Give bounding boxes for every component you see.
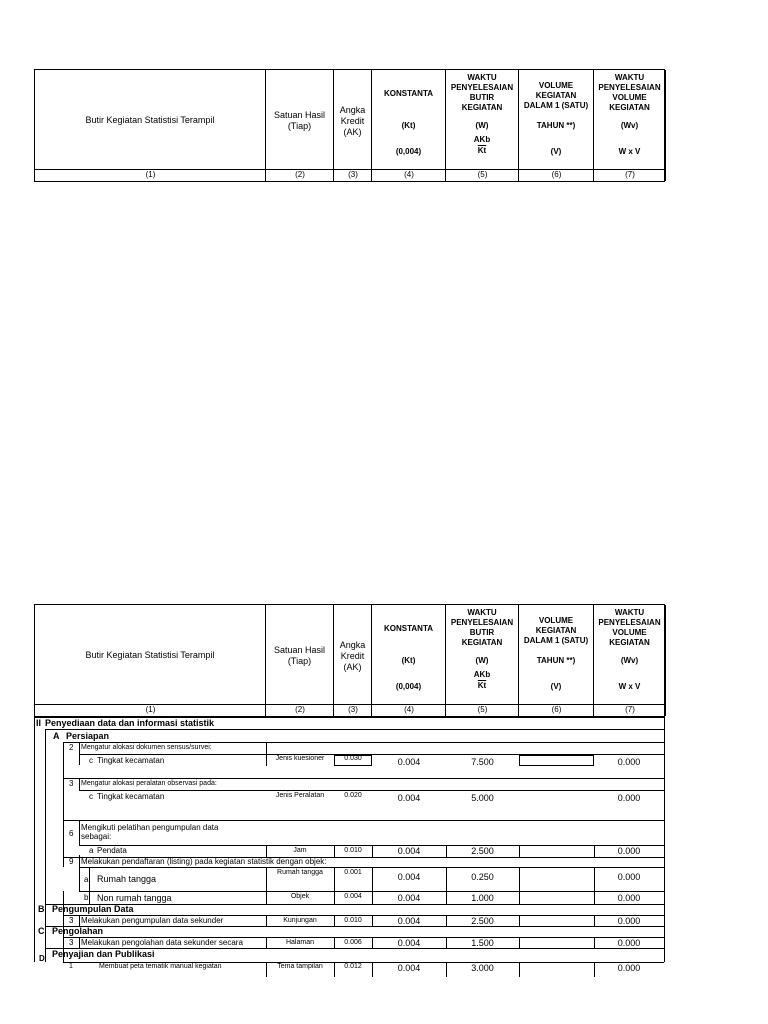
- item-a9a-unit: Rumah tangga: [277, 869, 323, 876]
- col-number-7: (7): [625, 705, 635, 714]
- item-a6-text-line2: sebagai:: [81, 832, 112, 841]
- header-col-2-line1: Satuan Hasil: [273, 110, 326, 120]
- header-col-5-line2: PENYELESAIAN: [450, 83, 514, 92]
- item-a6a-w: 2.500: [471, 846, 494, 856]
- item-c3-wv: 0.000: [617, 938, 641, 948]
- header-col-5-line4: KEGIATAN: [461, 638, 503, 647]
- item-d1-ak: 0.012: [344, 963, 362, 970]
- item-b3-text: Melakukan pengumpulan data sekunder: [81, 916, 224, 925]
- subsection-row-a: [45, 729, 664, 743]
- header-col-5-fraction-top: AKb: [473, 135, 491, 144]
- item-a9b-w: 1.000: [471, 893, 494, 903]
- item-a3c-unit: Jenis Peralatan: [275, 792, 325, 799]
- item-d1-kt: 0.004: [397, 963, 421, 973]
- item-a2c-wv: 0.000: [617, 757, 641, 767]
- item-a6a-unit: Jam: [293, 847, 307, 854]
- table-body: [34, 717, 665, 973]
- header-col-7-line3: VOLUME: [612, 628, 647, 637]
- item-a9b-wv: 0.000: [617, 893, 641, 903]
- subsection-a-letter: A: [53, 731, 60, 741]
- item-b3-ak: 0.010: [344, 917, 362, 924]
- subsection-c-letter: C: [38, 926, 45, 936]
- divider: [79, 821, 80, 846]
- item-a3c-ak: 0.020: [344, 792, 362, 799]
- col-number-5: (5): [477, 705, 488, 714]
- item-b3-w: 2.500: [471, 916, 494, 926]
- header-col-5-line5: (W): [475, 121, 489, 130]
- item-row-a2c: [79, 754, 664, 779]
- header-col-1: [35, 70, 266, 181]
- item-c3-w: 1.500: [471, 938, 494, 948]
- item-row-d1: [63, 962, 664, 977]
- section-title: Penyediaan data dan informasi statistik: [45, 718, 215, 728]
- item-row-a9b: [79, 891, 664, 905]
- header-col-5-line3: BUTIR: [469, 93, 495, 102]
- header-col-6-line1: VOLUME: [538, 616, 574, 625]
- header-col-3: [334, 70, 372, 181]
- item-a3-no: 3: [69, 779, 74, 788]
- item-row-a9a: [79, 867, 664, 892]
- cell-border: [519, 755, 594, 766]
- col-number-6: (6): [551, 705, 562, 714]
- item-a6a-text: Pendata: [97, 846, 127, 855]
- header-col-5-line3: BUTIR: [469, 628, 495, 637]
- header-col-7-line4: KEGIATAN: [609, 638, 650, 647]
- header-col-5: [446, 70, 519, 181]
- header-col-6-line2: KEGIATAN: [535, 626, 577, 635]
- item-a9b-unit: Objek: [290, 893, 310, 900]
- header-col-7-line5: (Wv): [620, 656, 639, 665]
- header-col-5: [446, 605, 519, 716]
- header-col-3-line3: (AK): [343, 662, 362, 672]
- header-col-4-line1: KONSTANTA: [383, 89, 434, 98]
- item-a9b-text: Non rumah tangga: [97, 893, 172, 903]
- header-box: [34, 604, 665, 717]
- header-col-5-fraction-top: AKb: [473, 670, 491, 679]
- header-col-7-line6: W x V: [618, 682, 641, 691]
- column-number-row: [35, 169, 664, 181]
- item-b3-wv: 0.000: [617, 916, 641, 926]
- header-col-4: [372, 605, 446, 716]
- header-col-6-line1: VOLUME: [538, 81, 574, 90]
- item-a3c-kt: 0.004: [397, 793, 421, 803]
- header-col-6: [519, 70, 594, 181]
- item-c3-text: Melakukan pengolahan data sekunder secara: [81, 938, 243, 947]
- header-col-4-line3: (0,004): [395, 682, 422, 691]
- item-a6-no: 6: [69, 829, 74, 838]
- header-col-2: [266, 605, 334, 716]
- divider: [334, 868, 335, 892]
- header-col-6-line3: DALAM 1 (SATU): [523, 101, 589, 110]
- header-col-4-line1: KONSTANTA: [383, 624, 434, 633]
- header-col-5-line4: KEGIATAN: [461, 103, 503, 112]
- header-col-3-line1: Angka: [339, 105, 366, 115]
- subsection-d-title: Penyajian dan Publikasi: [52, 949, 155, 959]
- item-a2c-text: Tingkat kecamatan: [97, 756, 165, 765]
- divider: [519, 963, 520, 977]
- item-c3-no: 3: [69, 938, 74, 947]
- header-col-6-line2: KEGIATAN: [535, 91, 577, 100]
- header-col-2: [266, 70, 334, 181]
- header-col-5-fraction-bottom: $\overline{Kt}$: [477, 681, 487, 690]
- divider: [89, 868, 90, 892]
- column-number-row: [35, 704, 664, 716]
- col-number-2: (2): [295, 705, 305, 714]
- item-a3c-wv: 0.000: [617, 793, 641, 803]
- subsection-a-title: Persiapan: [66, 731, 110, 741]
- item-a3c-text: Tingkat kecamatan: [97, 792, 165, 801]
- header-col-1-label: Butir Kegiatan Statistisi Terampil: [85, 650, 215, 660]
- header-col-1-label: Butir Kegiatan Statistisi Terampil: [85, 115, 215, 125]
- header-col-1: [35, 605, 266, 716]
- item-c3-unit: Halaman: [285, 939, 314, 946]
- item-a2-text: Mengatur alokasi dokumen sensus/survei:: [81, 744, 212, 751]
- item-a9a-sub: a: [84, 875, 89, 884]
- header-col-3: [334, 605, 372, 716]
- header-col-4-line2: (Kt): [401, 121, 416, 130]
- item-a9-text: Melakukan pendaftaran (listing) pada kegiatan statistik dengan objek:: [81, 857, 327, 866]
- header-box: [34, 69, 665, 182]
- item-a2c-kt: 0.004: [397, 757, 421, 767]
- header-col-6-line4: TAHUN **): [536, 656, 576, 665]
- item-row-a6: [63, 820, 664, 846]
- item-a6a-ak: 0.010: [344, 847, 362, 854]
- header-col-4: [372, 70, 446, 181]
- col-number-6: (6): [551, 170, 562, 179]
- col-number-7: (7): [625, 170, 635, 179]
- divider: [372, 963, 373, 977]
- header-col-7-line2: PENYELESAIAN: [598, 618, 661, 627]
- divider: [334, 963, 335, 977]
- header-col-6-line4: TAHUN **): [536, 121, 576, 130]
- header-col-3-line3: (AK): [343, 127, 362, 137]
- divider: [266, 963, 267, 977]
- item-a9a-wv: 0.000: [617, 872, 641, 882]
- divider: [594, 963, 595, 977]
- table-header-top: [34, 69, 665, 182]
- subsection-d-letter: D: [39, 954, 45, 963]
- subsection-b-title: Pengumpulan Data: [52, 904, 134, 914]
- item-a9-no: 9: [69, 857, 74, 866]
- divider: [594, 868, 595, 892]
- header-col-6-line5: (V): [550, 147, 562, 156]
- header-col-2-line2: (Tiap): [287, 656, 312, 666]
- divider: [372, 868, 373, 892]
- header-col-5-line1: WAKTU: [467, 608, 497, 617]
- header-col-7-line1: WAKTU: [614, 608, 645, 617]
- item-a6-text-line1: Mengikuti pelatihan pengumpulan data: [81, 823, 219, 832]
- col-number-3: (3): [348, 170, 358, 179]
- header-col-3-line2: Kredit: [340, 651, 365, 661]
- item-a9b-ak: 0.004: [344, 893, 362, 900]
- item-a2c-sub: c: [89, 756, 93, 765]
- item-b3-kt: 0.004: [397, 916, 421, 926]
- item-c3-kt: 0.004: [397, 938, 421, 948]
- item-a2c-w: 7.500: [471, 757, 494, 767]
- header-col-7: [594, 70, 666, 181]
- header-col-5-fraction-bottom: $\overline{Kt}$: [477, 146, 487, 155]
- item-a6a-kt: 0.004: [397, 846, 421, 856]
- col-number-4: (4): [404, 170, 414, 179]
- item-a9a-kt: 0.004: [397, 872, 421, 882]
- item-row-a3c: [79, 790, 664, 821]
- item-a9a-ak: 0.001: [344, 869, 362, 876]
- item-a9a-text: Rumah tangga: [97, 874, 157, 884]
- col-number-2: (2): [295, 170, 305, 179]
- header-col-6: [519, 605, 594, 716]
- item-a2c-ak: 0.030: [344, 755, 362, 762]
- indent-line-a: [63, 742, 64, 867]
- header-col-3-line1: Angka: [339, 640, 366, 650]
- item-a9b-kt: 0.004: [397, 893, 421, 903]
- divider: [446, 963, 447, 977]
- header-col-4-line3: (0,004): [395, 147, 422, 156]
- header-col-4-line2: (Kt): [401, 656, 416, 665]
- header-col-5-line5: (W): [475, 656, 489, 665]
- item-d1-w: 3.000: [471, 963, 494, 973]
- header-col-6-line3: DALAM 1 (SATU): [523, 636, 589, 645]
- item-b3-no: 3: [69, 916, 74, 925]
- col-number-4: (4): [404, 705, 414, 714]
- header-col-7-line4: KEGIATAN: [609, 103, 650, 112]
- item-a3c-sub: c: [89, 792, 93, 801]
- header-col-2-line2: (Tiap): [287, 121, 312, 131]
- item-d1-no: 1: [69, 963, 73, 970]
- item-a9a-w: 0.250: [471, 872, 494, 882]
- section-roman: II: [36, 718, 42, 728]
- subsection-b-letter: B: [38, 904, 45, 914]
- header-col-3-line2: Kredit: [340, 116, 365, 126]
- header-col-7-line1: WAKTU: [614, 73, 645, 82]
- item-a6a-sub: a: [89, 846, 94, 855]
- col-number-1: (1): [145, 705, 156, 714]
- header-col-5-line2: PENYELESAIAN: [450, 618, 514, 627]
- item-a2c-unit: Jenis kuesioner: [275, 755, 325, 762]
- cell-border: [334, 755, 372, 766]
- divider: [519, 868, 520, 892]
- item-b3-unit: Kunjungan: [283, 917, 317, 924]
- col-number-1: (1): [145, 170, 156, 179]
- item-a3-text: Mengatur alokasi peralatan observasi pada:: [81, 780, 217, 787]
- item-d1-wv: 0.000: [617, 963, 641, 973]
- header-col-7-line2: PENYELESAIAN: [598, 83, 661, 92]
- subsection-c-title: Pengolahan: [52, 926, 104, 936]
- header-col-7: [594, 605, 666, 716]
- col-number-5: (5): [477, 170, 488, 179]
- divider: [446, 868, 447, 892]
- header-col-7-line5: (Wv): [620, 121, 639, 130]
- col-number-3: (3): [348, 705, 358, 714]
- item-a6a-wv: 0.000: [617, 846, 641, 856]
- header-col-7-line3: VOLUME: [612, 93, 647, 102]
- header-col-7-line6: W x V: [618, 147, 641, 156]
- item-a2-no: 2: [69, 743, 74, 752]
- table-main: [34, 604, 665, 973]
- item-d1-unit: Tema tampilan: [277, 963, 323, 970]
- item-a9b-sub: b: [84, 893, 89, 902]
- divider: [266, 868, 267, 892]
- header-col-6-line5: (V): [550, 682, 562, 691]
- item-a3c-w: 5.000: [471, 793, 494, 803]
- header-col-2-line1: Satuan Hasil: [273, 645, 326, 655]
- header-col-5-line1: WAKTU: [467, 73, 497, 82]
- item-c3-ak: 0.006: [344, 939, 362, 946]
- item-d1-text: Membuat peta tematik manual kegiatan: [99, 963, 222, 970]
